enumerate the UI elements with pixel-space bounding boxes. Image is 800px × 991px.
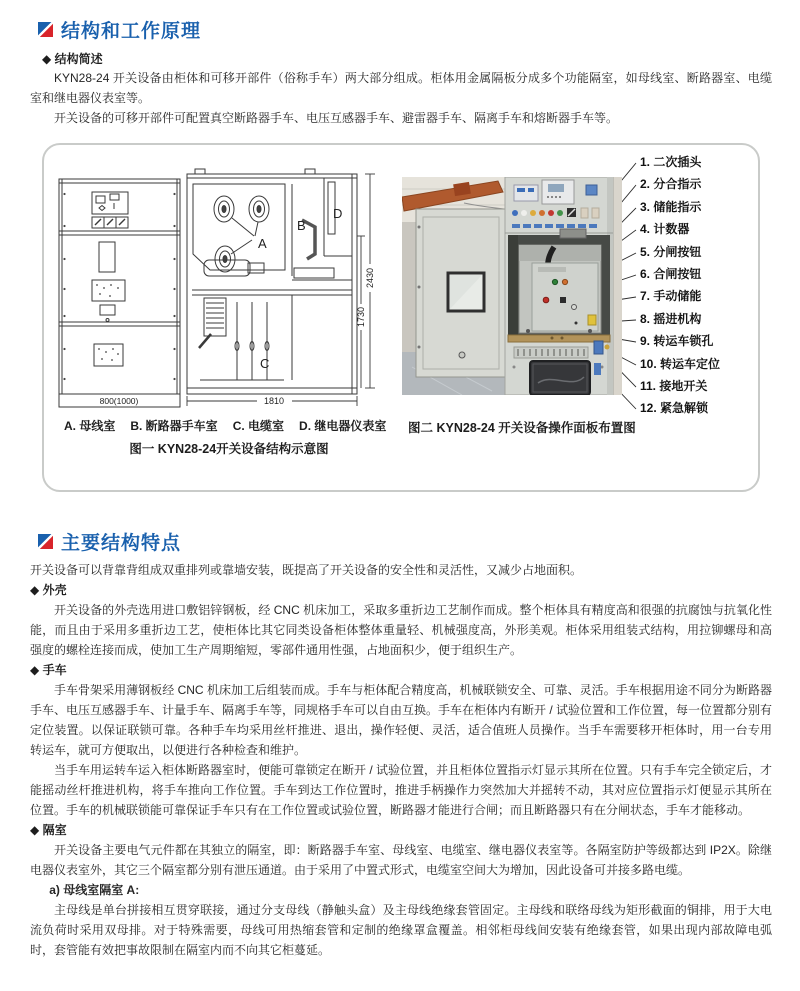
- figure-panel: [42, 143, 760, 492]
- paragraph-text: 当手车用运转车运入柜体断路器室时，便能可靠锁定在断开 / 试验位置，并且柜体位置指示灯显示其所在位置。只有手车完全锁定后，才能摇动丝杆推进机构，将手车推向工作位置。手车到达工作位置时，推进手柄操作力突然加大并摇转不动，其对应位置指示灯便显示其所在位置。手车的机械联锁能可靠保证手车只有在工作位置或试验位置，断路器才能进行合闸；而且断路器只有在分闸状态，手车才能移动。: [30, 763, 773, 817]
- paragraph: [30, 108, 772, 128]
- fig2-group: [400, 150, 758, 485]
- section-marker-icon: [38, 22, 53, 37]
- fig1-caption: 图一 KYN28-24开关设备结构示意图: [129, 442, 329, 456]
- sub-label-compartment: ◆ 隔室: [30, 823, 67, 837]
- compartment-label-d: D: [333, 206, 343, 221]
- section2-title: 主要结构特点: [61, 533, 182, 554]
- vent-grille: [514, 347, 588, 358]
- section1-title: 结构和工作原理: [61, 21, 202, 42]
- sub-label-shell: ◆ 外壳: [30, 583, 67, 597]
- sub-label-handcart: ◆ 手车: [30, 663, 67, 677]
- compartment-label-a: A: [258, 236, 267, 251]
- fig2-label: 12. 紧急解锁: [640, 401, 709, 415]
- fig1-structure-drawing: [52, 164, 382, 419]
- section2-body: [30, 560, 772, 960]
- energy-indicator: [562, 279, 567, 284]
- dim-front-width: 800(1000): [99, 396, 139, 406]
- section1-heading: [38, 16, 201, 43]
- section2-heading: [38, 528, 181, 555]
- side-view: [187, 169, 357, 394]
- fig2-label: 8. 摇进机构: [640, 312, 702, 326]
- secondary-plug: [560, 229, 586, 238]
- open-button: [543, 297, 549, 303]
- paragraph-text: 手车骨架采用薄钢板经 CNC 机床加工后组装而成。手车与柜体配合精度高，机械联锁安全、可靠、灵活。手车根据用途不同分为断路器手车、电压互感器手车、计量手车、隔离手车等，同规格手车可以自由互换。手车在柜体内有断开 / 试验位置和工作位置，每一位置都分别有定位装置。以保证联锁可靠。各种手车均采用丝杆推进、退出，操作轻便、灵活，适合值班人员操作。当手车需要移开柜体时，用一台专用转运车，就可方便取出，以便进行各种检查和维护。: [30, 683, 773, 757]
- paragraph-text: 主母线是单台拼接相互贯穿联接，通过分支母线（静触头盒）及主母线绝缘套管固定。主母线和联络母线为矩形截面的铜排，用于大电流负荷时采用双母排。对于特殊需要，母线可用热缩套管和定制的绝缘罩盒覆盖。相邻柜母线间安装有绝缘套管，如果出现内部故障电弧时，套管能有效把事故限制在隔室内而不向其它柜蔓延。: [30, 903, 772, 957]
- paragraph-text: KYN28-24 开关设备由柜体和可移开部件（俗称手车）两大部分组成。柜体用金属隔板分成多个功能隔室，如母线室、断路器室、电缆室和继电器仪表室等。: [30, 71, 772, 105]
- cabinet-front: [505, 177, 613, 395]
- paragraph-text: 开关设备可以背靠背组成双重排列或靠墙安装，既提高了开关设备的安全性和灵活性，又减少占地面积。: [30, 563, 583, 577]
- close-button: [560, 297, 566, 303]
- item-a-label: a) 母线室隔室 A:: [49, 883, 140, 897]
- earthing-switch-chip: [594, 363, 601, 375]
- fig2-caption: 图二 KYN28-24 开关设备操作面板布置图: [408, 421, 636, 435]
- fig2-label: 9. 转运车锁孔: [640, 334, 714, 348]
- close-indicator: [552, 279, 557, 284]
- dim-height-mid: 1730: [356, 306, 366, 328]
- paragraph-text: 开关设备的可移开部件可配置真空断路器手车、电压互感器手车、避雷器手车、隔离手车和熔断器手车等。: [54, 111, 619, 125]
- fig2-label: 7. 手动储能: [640, 289, 702, 303]
- fig2-label: 2. 分合指示: [640, 177, 702, 191]
- sub-label-structure-brief: ◆ 结构简述: [42, 52, 103, 66]
- fig2-label: 11. 接地开关: [640, 379, 708, 393]
- dim-side-width: 1810: [263, 396, 285, 406]
- open-door: [416, 209, 506, 377]
- paragraph: [30, 68, 772, 108]
- front-view: [59, 179, 180, 407]
- front-view-screws: [63, 193, 175, 380]
- paragraph-text: 开关设备主要电气元件都在其独立的隔室，即：断路器手车室、母线室、电缆室、继电器仪表室等。各隔室防护等级都达到 IP2X。除继电器仪表室外，其它三个隔室都分别有泄压通道。由于采用了中置式形式，电缆室空间大为增加，因此设备可并接多路电缆。: [30, 843, 772, 877]
- manual-charge-knob: [572, 305, 577, 310]
- section-marker-icon: [38, 534, 53, 549]
- fig2-photo: [402, 177, 622, 395]
- fig2-label: 4. 计数器: [640, 222, 690, 236]
- compartment-label-b: B: [297, 218, 306, 233]
- legend-item-d: D. 继电器仪表室: [299, 419, 387, 433]
- legend-item-a: A. 母线室: [64, 419, 116, 433]
- transfer-lock: [594, 341, 603, 354]
- legend-item-b: B. 断路器手车室: [130, 419, 218, 433]
- fig2-label: 10. 转运车定位: [640, 357, 721, 371]
- fig2-label: 3. 储能指示: [640, 200, 702, 214]
- fig2-label: 5. 分闸按钮: [640, 245, 702, 259]
- fig2-label: 6. 合闸按钮: [640, 267, 702, 281]
- dim-height-total: 2430: [365, 267, 375, 289]
- compartment-label-c: C: [260, 356, 270, 371]
- lower-display: [530, 361, 590, 395]
- fig1-legend: [64, 417, 394, 434]
- fig2-label: 1. 二次插头: [640, 155, 702, 169]
- paragraph-text: 开关设备的外壳选用进口敷铝锌钢板，经 CNC 机床加工，采取多重折边工艺制作而成。整个柜体具有精度高和很强的抗腐蚀与抗氧化性能，而且由于采用多重折边工艺，使柜体比其它同类设备柜体整体重量轻、机械强度高，外形美观。柜体采用组装式结构，用拉铆螺母和高强度的螺栓连接而成，使加工生产周期缩短，零部件通用性强，占地面积少，便于组织生产。: [30, 603, 772, 657]
- legend-item-c: C. 电缆室: [232, 419, 285, 433]
